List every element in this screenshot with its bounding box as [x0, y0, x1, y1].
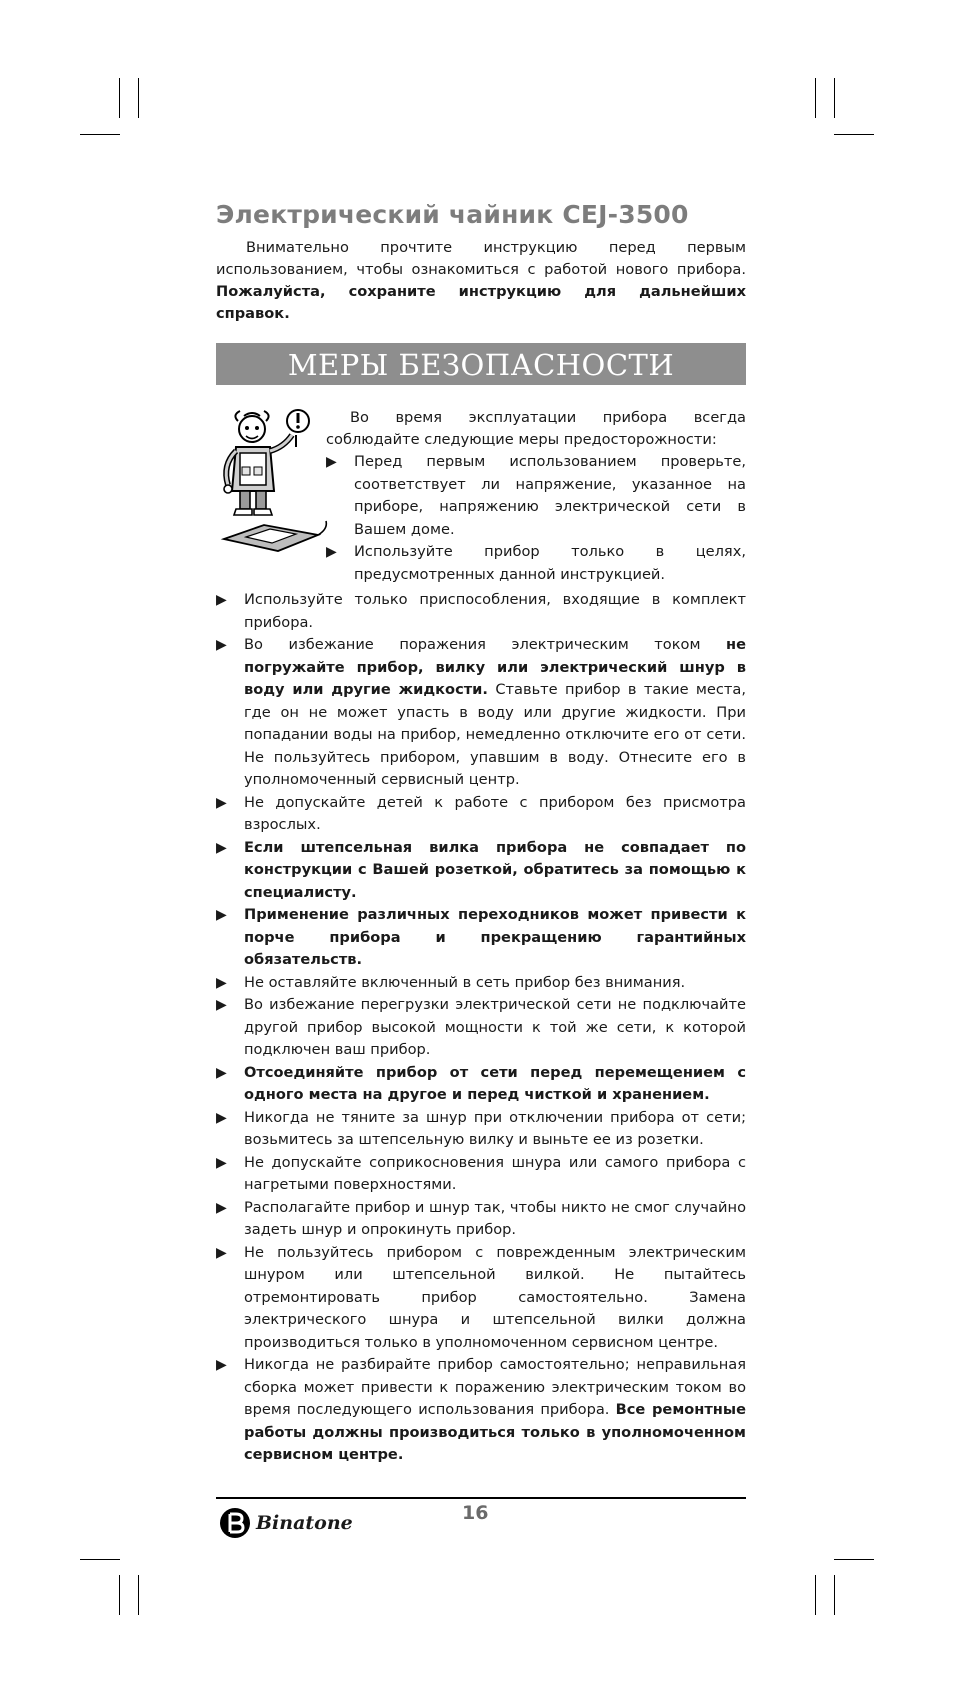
list-item — [216, 837, 746, 905]
binatone-logo-icon — [218, 1506, 252, 1540]
section-heading: МЕРЫ БЕЗОПАСНОСТИ — [216, 343, 746, 385]
intro-text: Внимательно прочтите инструкцию перед первым использованием, чтобы ознакомиться с работой нового прибора. — [216, 239, 746, 278]
triangle-bullet-icon: ▶ — [326, 454, 337, 470]
crop-mark — [119, 78, 120, 118]
list-item — [216, 1152, 746, 1197]
list-item — [216, 904, 746, 972]
list-item — [216, 972, 746, 995]
triangle-bullet-icon: ▶ — [216, 794, 227, 811]
cartoon-man-with-warning-sign-icon — [216, 407, 328, 557]
list-item-text: Не пользуйтесь прибором с поврежденным электрическим шнуром или штепсельной вилкой. Не пытайтесь отремонтировать прибор самостоятельно. Замена электрического шнура и штепсельной вилки должна производиться только в уполномоченном сервисном центре. — [244, 1243, 746, 1351]
intro-bold-text: Пожалуйста, сохраните инструкцию для дальнейших справок. — [216, 283, 746, 322]
safety-bullet-list — [216, 589, 746, 1467]
triangle-bullet-icon: ▶ — [216, 839, 227, 856]
list-item-text: Располагайте прибор и шнур так, чтобы никто не смог случайно задеть шнур и опрокинуть прибор. — [244, 1198, 746, 1238]
side-bullet-list — [326, 451, 746, 586]
list-item-bold-text: Все ремонтные работы должны производиться только в уполномоченном сервисном центре. — [244, 1401, 746, 1463]
brand-logo — [218, 1506, 353, 1540]
safety-intro — [216, 407, 746, 587]
triangle-bullet-icon: ▶ — [216, 1199, 227, 1216]
list-item — [216, 634, 746, 792]
list-item-bold-text: не погружайте прибор, вилку или электрический шнур в воду или другие жидкости. — [244, 636, 746, 698]
list-item-text: Используйте только приспособления, входящие в комплект прибора. — [244, 591, 746, 631]
triangle-bullet-icon: ▶ — [216, 1154, 227, 1171]
list-item — [216, 1062, 746, 1107]
triangle-bullet-icon: ▶ — [216, 1357, 227, 1373]
list-item — [326, 541, 746, 586]
triangle-bullet-icon: ▶ — [326, 544, 337, 560]
footer-divider — [216, 1497, 746, 1499]
list-item — [216, 1354, 746, 1467]
triangle-bullet-icon: ▶ — [216, 1244, 227, 1261]
crop-mark — [80, 1559, 120, 1560]
list-item-text: Никогда не тяните за шнур при отключении прибора от сети; возьмитесь за штепсельную вилку и выньте ее из розетки. — [244, 1108, 746, 1148]
crop-mark — [80, 134, 120, 135]
brand-name: Binatone — [256, 1512, 353, 1534]
list-item-text: Перед первым использованием проверьте, соответствует ли напряжение, указанное на приборе, напряжению электрической сети в Вашем доме. — [354, 453, 746, 538]
crop-mark — [119, 1575, 120, 1615]
crop-mark — [815, 78, 816, 118]
triangle-bullet-icon: ▶ — [216, 1109, 227, 1126]
crop-mark — [834, 1575, 835, 1615]
list-item — [326, 451, 746, 541]
list-item-text: Во избежание перегрузки электрической сети не подключайте другой прибор высокой мощности к той же сети, к которой подключен ваш прибор. — [244, 996, 746, 1058]
list-item-bold-text: Отсоединяйте прибор от сети перед перемещением с одного места на другое и перед чисткой и хранением. — [244, 1063, 746, 1103]
list-item — [216, 792, 746, 837]
crop-mark — [834, 78, 835, 118]
list-item — [216, 1107, 746, 1152]
crop-mark — [834, 1559, 874, 1560]
list-item — [216, 994, 746, 1062]
list-item-text: Во избежание поражения электрическим током — [244, 636, 727, 653]
triangle-bullet-icon: ▶ — [216, 907, 227, 923]
crop-mark — [138, 1575, 139, 1615]
triangle-bullet-icon: ▶ — [216, 1064, 227, 1081]
crop-mark — [138, 78, 139, 118]
list-item — [216, 1242, 746, 1355]
triangle-bullet-icon: ▶ — [216, 997, 227, 1013]
triangle-bullet-icon: ▶ — [216, 637, 227, 653]
list-item — [216, 589, 746, 634]
list-item-text: Не оставляйте включенный в сеть прибор без внимания. — [244, 973, 686, 991]
list-item-text: Не допускайте детей к работе с прибором без присмотра взрослых. — [244, 793, 746, 833]
triangle-bullet-icon: ▶ — [216, 592, 227, 608]
list-item-text: Используйте прибор только в целях, предусмотренных данной инструкцией. — [354, 543, 746, 583]
intro-paragraph — [216, 237, 746, 325]
list-item-text: Ставьте прибор в такие места, где он не может упасть в воду или другие жидкости. При попадании воды на прибор, немедленно отключите его от сети. Не пользуйтесь прибором, упавшим в воду. Отнесите его в уполномоченный сервисный центр. — [244, 681, 747, 788]
list-item — [216, 1197, 746, 1242]
crop-mark — [834, 134, 874, 135]
list-item-text: Не допускайте соприкосновения шнура или самого прибора с нагретыми поверхностями. — [244, 1153, 746, 1193]
list-item-bold-text: Применение различных переходников может привести к порче прибора и прекращению гарантийных обязательств. — [244, 906, 746, 968]
crop-mark — [815, 1575, 816, 1615]
list-item-bold-text: Если штепсельная вилка прибора не совпадает по конструкции с Вашей розеткой, обратитесь за помощью к специалисту. — [244, 838, 746, 901]
lead-paragraph: Во время эксплуатации прибора всегда соблюдайте следующие меры предосторожности: — [326, 409, 746, 448]
triangle-bullet-icon: ▶ — [216, 974, 227, 991]
page-number: 16 — [462, 1502, 489, 1524]
list-item-text: Никогда не разбирайте прибор самостоятельно; неправильная сборка может привести к поражению электрическим током во время последующего использования прибора. — [244, 1356, 746, 1418]
page-title: Электрический чайник CEJ-3500 — [216, 200, 689, 229]
page-content — [216, 200, 746, 1467]
